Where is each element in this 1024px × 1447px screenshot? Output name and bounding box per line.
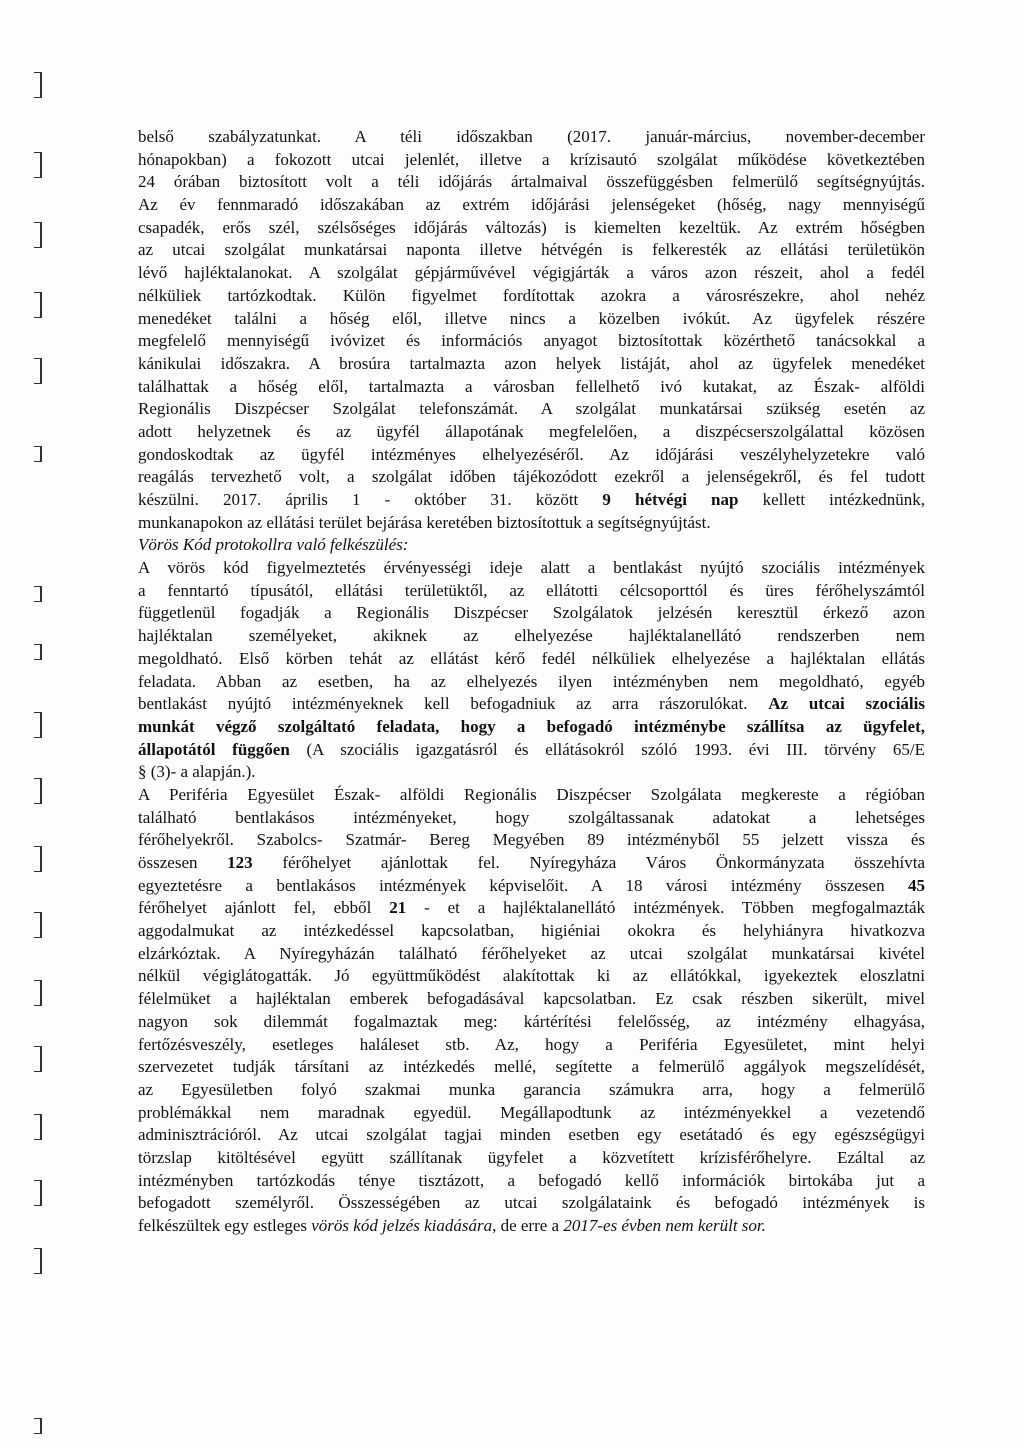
text-line: megfelelő mennyiségű ivóvizet és információs anyagot biztosítottak közérthető tanácsokkal a: [138, 331, 925, 351]
text-line: törzslap kitöltésével együtt szállítanak ügyfelet a közvetített krízisférőhelyre. Ezáltal az: [138, 1147, 925, 1167]
text-line: megoldható. Első körben tehát az ellátást kérő fedél nélküliek elhelyezése a hajléktalan ellátás: [138, 648, 925, 668]
text-line: hajléktalan személyeket, akiknek az elhelyezése hajléktalanellátó rendszerben nem: [138, 626, 925, 646]
binding-mark: [34, 1114, 42, 1140]
binding-marks: [0, 0, 80, 1447]
binding-mark: [34, 72, 42, 98]
text-line: adminisztrációról. Az utcai szolgálat tagjai minden esetben egy esetátadó és egy egészségügyi: [138, 1125, 925, 1145]
text-line: nélküliek tartózkodtak. Külön figyelmet fordítottak azokra a városrészekre, ahol nehéz: [138, 285, 925, 305]
binding-mark: [34, 980, 42, 1006]
paragraph-red-code: [138, 557, 925, 784]
text-line: félelmüket a hajléktalan emberek befogadásával kapcsolatban. Ez csak részben sikerült, mivel: [138, 989, 925, 1009]
text-line: belső szabályzatunkat. A téli időszakban (2017. január-március, november-december: [138, 127, 925, 146]
binding-mark: [34, 446, 42, 462]
text-line: A Periféria Egyesület Észak- alföldi Regionális Diszpécser Szolgálata megkereste a régióban: [138, 784, 925, 804]
binding-mark: [34, 222, 42, 248]
text-line: találhattak a hőség elől, tartalmazta a városban fellelhető ivó kutakat, az Észak- alföldi: [138, 376, 925, 396]
text-line: intézményben tartózkodás ténye tisztázott, a befogadó kellő információk birtokába jut a: [138, 1170, 925, 1190]
text-line: § (3)- a alapján.).: [138, 762, 256, 782]
binding-mark: [34, 846, 42, 872]
text-line: férőhelyet ajánlott fel, ebből 21 - et a hajléktalanellátó intézmények. Többen megfogalmazták: [138, 898, 925, 918]
binding-mark: [34, 292, 42, 318]
binding-mark: [34, 152, 42, 178]
binding-mark: [34, 712, 42, 738]
text-line: menedéket találni a hőség elől, illetve nincs a közelben ivókút. Az ügyfelek részére: [138, 308, 925, 328]
document-page: [138, 126, 925, 1238]
text-line: hónapokban) a fokozott utcai jelenlét, illetve a krízisautó szolgálat működése következtében: [138, 149, 925, 169]
paragraph-heat-measures: [138, 126, 925, 534]
text-line: állapotától függően (A szociális igazgatásról és ellátásokról szóló 1993. évi III. törvény 65/E: [138, 739, 925, 759]
text-line: 24 órában biztosított volt a téli időjárás ártalmaival összefüggésben felmerülő segítségnyújtás.: [138, 172, 925, 192]
text-line: található bentlakásos intézményeket, hogy szolgáltassanak adatokat a lehetséges: [138, 807, 925, 827]
binding-mark: [34, 1248, 42, 1274]
text-line: felkészültek egy estleges vörös kód jelzés kiadására, de erre a 2017-es évben nem került sor.: [138, 1216, 766, 1235]
text-line: Az év fennmaradó időszakában az extrém időjárási jelenségeket (hőség, nagy mennyiségű: [138, 195, 925, 215]
text-line: összesen 123 férőhelyet ajánlottak fel. Nyíregyháza Város Önkormányzata összehívta: [138, 853, 925, 872]
binding-mark: [34, 1046, 42, 1072]
binding-mark: [34, 778, 42, 804]
text-line: az Egyesületben folyó szakmai munka garancia számukra arra, hogy a felmerülő: [138, 1079, 925, 1099]
text-line: elzárkóztak. A Nyíregyházán található férőhelyeket az utcai szolgálat munkatársai kivétel: [138, 943, 925, 963]
text-line: befogadott személyről. Összességében az utcai szolgálataink és befogadó intézmények is: [138, 1193, 925, 1213]
text-line: lévő hajléktalanokat. A szolgálat gépjárművével végigjárták a város azon részeit, ahol a fedél: [138, 263, 925, 283]
binding-mark: [34, 586, 42, 602]
section-heading: Vörös Kód protokollra való felkészülés:: [138, 535, 409, 555]
text-line: egyeztetésre a bentlakásos intézmények képviselőit. A 18 városi intézmény összesen 45: [138, 875, 925, 895]
binding-mark: [34, 1180, 42, 1206]
text-line: munkát végző szolgáltató feladata, hogy a befogadó intézménybe szállítsa az ügyfelet,: [138, 716, 925, 736]
text-line: csapadék, erős szél, szélsőséges időjárás változás) is kiemelten kezeltük. Az extrém hőségben: [138, 217, 925, 237]
text-line: Regionális Diszpécser Szolgálat telefonszámát. A szolgálat munkatársai szükség esetén az: [138, 399, 925, 419]
text-line: nagyon sok dilemmát fogalmaztak meg: kártérítési felelősség, az intézmény elhagyása,: [138, 1011, 925, 1031]
text-line: aggodalmukat az intézkedéssel kapcsolatban, higiéniai okokra és helyhiányra hivatkozva: [138, 921, 925, 941]
paragraph-periferia: [138, 784, 925, 1238]
text-line: kánikulai időszakra. A brosúra tartalmazta azon helyek listáját, ahol az ügyfelek menedéket: [138, 353, 925, 373]
text-line: nélkül végiglátogatták. Jó együttműködést alakítottak ki az ellátókkal, igyekeztek eloszlatni: [138, 966, 925, 986]
text-line: készülni. 2017. április 1 - október 31. között 9 hétvégi nap kellett intézkednünk,: [138, 490, 925, 509]
text-line: reagálás tervezhető volt, a szolgálat időben tájékozódott ezekről a jelenségekről, és fel tudott: [138, 467, 925, 487]
text-line: férőhelyekről. Szabolcs- Szatmár- Bereg Megyében 89 intézményből 55 jelzett vissza és: [138, 830, 925, 850]
text-line: gondoskodtak az ügyfél intézményes elhelyezéséről. Az időjárási veszélyhelyzetekre való: [138, 444, 925, 464]
text-line: az utcai szolgálat munkatársai naponta illetve hétvégén is felkeresték az ellátási területükön: [138, 240, 925, 260]
text-line: fertőzésveszély, esetleges haláleset stb. Az, hogy a Periféria Egyesületet, mint helyi: [138, 1034, 925, 1054]
binding-mark: [34, 912, 42, 938]
text-line: bentlakást nyújtó intézményeknek kell befogadniuk az arra rászorulókat. Az utcai szociális: [138, 694, 925, 714]
text-line: szervezetet tudják társítani az intézkedés mellé, segítette a felmerülő aggályok megszelídését,: [138, 1057, 925, 1077]
text-line: feladata. Abban az esetben, ha az elhelyezés ilyen intézményben nem megoldható, egyéb: [138, 671, 925, 691]
text-line: munkanapokon az ellátási terület bejárása keretében biztosítottuk a segítségnyújtást.: [138, 512, 711, 532]
binding-mark: [34, 1418, 42, 1434]
text-line: A vörös kód figyelmeztetés érvényességi ideje alatt a bentlakást nyújtó szociális intézmények: [138, 558, 925, 578]
text-line: a fenntartó típusától, ellátási területüktől, az ellátotti célcsoporttól és üres férőhelyszámtól: [138, 580, 925, 600]
text-line: adott helyzetnek és az ügyfél állapotának megfelelően, a diszpécserszolgálattal közösen: [138, 421, 925, 441]
text-line: problémákkal nem maradnak egyedül. Megállapodtunk az intézményekkel a vezetendő: [138, 1102, 925, 1122]
binding-mark: [34, 644, 42, 660]
text-line: függetlenül fogadják a Regionális Diszpécser Szolgálatok jelzésén keresztül érkező azon: [138, 603, 925, 623]
binding-mark: [34, 358, 42, 384]
